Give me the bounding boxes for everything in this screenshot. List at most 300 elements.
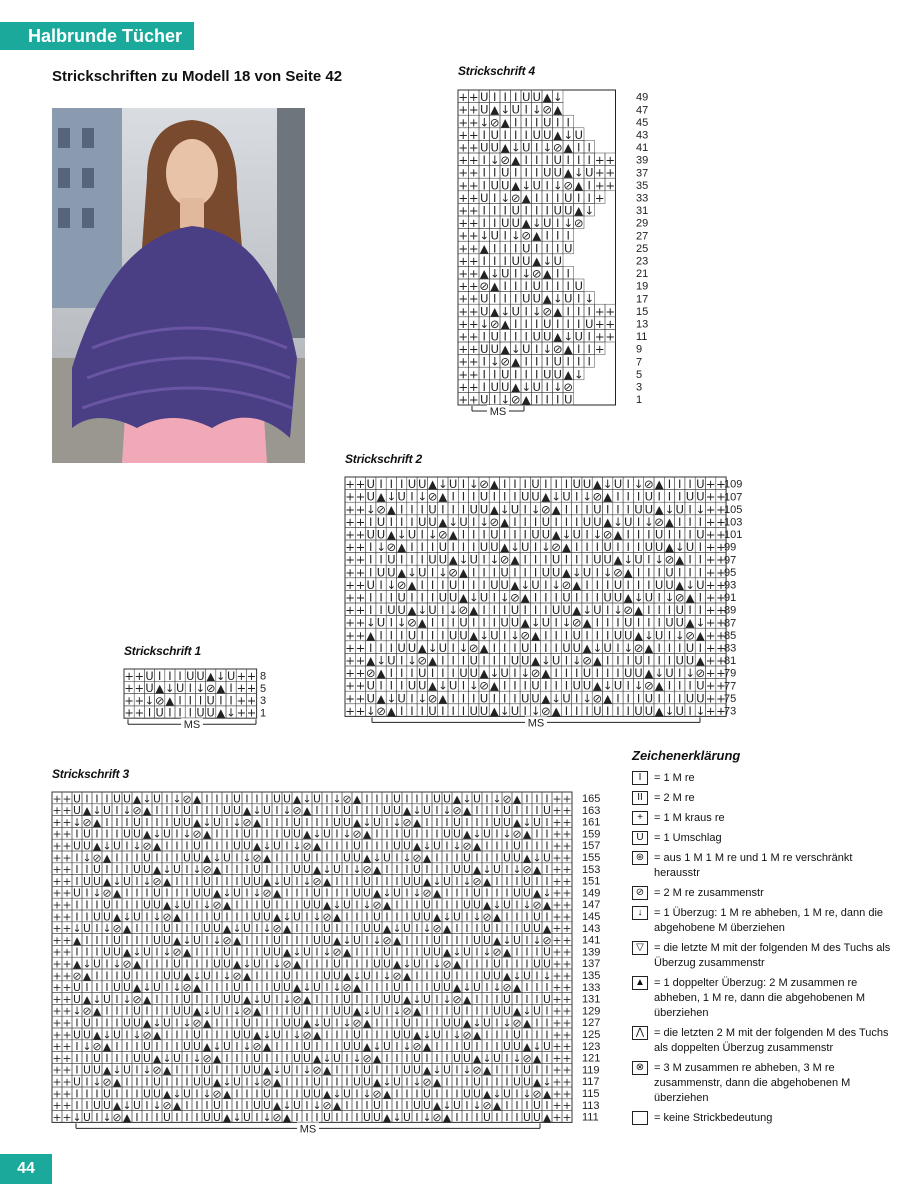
chart-symbol: + (62, 922, 72, 936)
chart-symbol: I (265, 1016, 269, 1030)
chart-symbol: I (155, 945, 159, 959)
chart-symbol: I (147, 706, 152, 720)
chart-symbol: I (165, 981, 169, 995)
chart-symbol: ⊘ (532, 1087, 542, 1101)
chart-symbol: ↓ (372, 1040, 382, 1054)
chart-symbol: + (552, 1087, 562, 1101)
chart-symbol: U (193, 851, 201, 865)
chart-symbol: ⊘ (362, 1051, 372, 1065)
chart-symbol: + (468, 291, 479, 306)
chart-symbol: U (343, 1004, 351, 1018)
chart-symbol: I (461, 527, 466, 542)
chart-symbol: I (315, 851, 319, 865)
chart-symbol: I (678, 691, 682, 706)
chart-symbol: I (535, 992, 539, 1006)
chart-symbol: ▲ (623, 590, 633, 605)
row-number: 35 (636, 179, 649, 192)
chart-symbol: U (483, 1016, 491, 1030)
chart-symbol: U (93, 1051, 101, 1065)
chart-symbol: U (511, 304, 520, 319)
chart-symbol: ▲ (502, 945, 512, 959)
chart-symbol: ▲ (262, 1063, 272, 1077)
chart-symbol: ↓ (272, 957, 282, 971)
row-number: 3 (636, 381, 643, 394)
chart-symbol: I (514, 165, 518, 180)
chart-symbol: ▲ (252, 839, 262, 853)
chart-symbol: U (493, 957, 501, 971)
chart-symbol: I (415, 969, 419, 983)
chart-symbol: I (345, 1075, 349, 1089)
chart-symbol: U (283, 792, 291, 806)
chart-symbol: I (188, 694, 192, 708)
chart-symbol: + (458, 379, 469, 394)
chart-symbol: I (425, 1004, 429, 1018)
chart-symbol: ↓ (602, 477, 613, 492)
chart-symbol: ⊘ (540, 502, 551, 517)
row-number: 75 (724, 692, 737, 705)
chart-symbol: I (395, 874, 399, 888)
chart-symbol: I (205, 981, 209, 995)
chart-symbol: I (514, 279, 518, 294)
chart-symbol: I (455, 922, 459, 936)
chart-symbol: I (165, 792, 169, 806)
chart-symbol: I (566, 266, 570, 281)
chart-symbol: I (524, 153, 528, 168)
chart-symbol: U (613, 477, 623, 492)
chart-symbol: I (195, 1063, 199, 1077)
chart-symbol: U (453, 1004, 461, 1018)
chart-symbol: U (624, 514, 633, 529)
chart-symbol: I (455, 874, 459, 888)
chart-symbol: I (441, 603, 445, 618)
chart-symbol: ⊘ (551, 540, 562, 555)
chart-symbol: ▲ (563, 367, 573, 382)
chart-symbol: U (418, 477, 427, 492)
chart-symbol: I (275, 969, 279, 983)
chart-title-4: Strickschrift 4 (458, 64, 536, 78)
chart-symbol: I (545, 190, 549, 205)
chart-symbol: I (465, 1004, 469, 1018)
chart-symbol: ▲ (572, 577, 582, 592)
chart-symbol: + (594, 165, 605, 180)
chart-symbol: I (399, 628, 404, 643)
chart-symbol: I (175, 1040, 179, 1054)
chart-symbol: U (203, 922, 211, 936)
chart-symbol: ▲ (695, 653, 705, 668)
chart-symbol: ↓ (442, 804, 452, 818)
chart-symbol: U (503, 1087, 511, 1101)
chart-symbol: I (415, 1016, 419, 1030)
chart-symbol: I (295, 851, 299, 865)
chart-symbol: U (183, 898, 191, 912)
chart-symbol: ↓ (542, 342, 553, 357)
chart-symbol: + (562, 1016, 572, 1030)
chart-symbol: I (420, 552, 424, 567)
row-number: 13 (636, 318, 649, 331)
chart-symbol: I (435, 851, 439, 865)
chart-symbol: I (513, 565, 517, 580)
chart-symbol: ↓ (132, 839, 142, 853)
chart-symbol: I (415, 898, 419, 912)
chart-symbol: U (133, 815, 141, 829)
chart-symbol: ↓ (452, 839, 462, 853)
chart-symbol: I (385, 792, 389, 806)
chart-symbol: ⊘ (532, 898, 542, 912)
chart-symbol: I (455, 969, 459, 983)
chart-symbol: I (472, 565, 476, 580)
chart-symbol: U (551, 603, 561, 618)
chart-symbol: U (303, 863, 311, 877)
chart-symbol: I (95, 898, 99, 912)
chart-symbol: ▲ (82, 992, 92, 1006)
chart-symbol: ▲ (553, 304, 563, 319)
chart-symbol: U (523, 922, 531, 936)
chart-symbol: ↓ (623, 640, 634, 655)
chart-symbol: U (511, 216, 520, 231)
chart-symbol: U (303, 945, 311, 959)
chart-symbol: I (105, 969, 109, 983)
chart-symbol: ⊘ (262, 1075, 272, 1089)
chart-symbol: I (355, 957, 359, 971)
chart-symbol: + (705, 678, 716, 693)
chart-symbol: I (430, 540, 435, 555)
chart-symbol: I (389, 678, 394, 693)
chart-symbol: ▲ (574, 203, 584, 218)
chart-symbol: ▲ (472, 863, 482, 877)
chart-symbol: U (283, 827, 291, 841)
chart-symbol: ▲ (82, 804, 92, 818)
chart-symbol: ↓ (479, 316, 490, 331)
chart-symbol: I (678, 527, 682, 542)
chart-symbol: I (275, 1051, 279, 1065)
chart-symbol: ⊘ (322, 1099, 332, 1113)
chart-symbol: ▲ (452, 792, 462, 806)
chart-symbol: U (393, 1028, 401, 1042)
chart-symbol: ▲ (542, 266, 552, 281)
chart-symbol: I (657, 615, 661, 630)
chart-symbol: I (155, 851, 159, 865)
chart-symbol: + (458, 392, 469, 407)
chart-symbol: U (654, 628, 664, 643)
chart-symbol: ↓ (613, 603, 623, 618)
chart-symbol: U (511, 253, 520, 268)
chart-symbol: U (654, 540, 664, 555)
chart-symbol: U (490, 577, 499, 592)
chart-symbol: U (123, 969, 131, 983)
chart-symbol: ↓ (222, 1075, 232, 1089)
chart-symbol: U (223, 804, 231, 818)
chart-symbol: I (556, 266, 560, 281)
chart-symbol: I (430, 577, 435, 592)
chart-symbol: I (492, 590, 497, 605)
chart-symbol: U (383, 1040, 391, 1054)
chart-symbol: I (410, 540, 414, 555)
chart-symbol: ▲ (582, 615, 592, 630)
chart-symbol: I (295, 898, 299, 912)
chart-symbol: ▲ (386, 703, 396, 718)
row-number: 99 (724, 541, 737, 554)
chart-symbol: I (265, 1004, 269, 1018)
chart-symbol: I (485, 886, 489, 900)
chart-symbol: ↓ (412, 1075, 422, 1089)
chart-symbol: ↓ (202, 815, 212, 829)
chart-symbol: U (83, 839, 91, 853)
chart-symbol: + (605, 304, 616, 319)
chart-symbol: I (205, 957, 209, 971)
chart-symbol: I (605, 502, 610, 517)
chart-symbol: I (115, 863, 119, 877)
chart-symbol: ▲ (512, 1004, 522, 1018)
chart-symbol: U (473, 792, 481, 806)
chart-symbol: ↓ (479, 628, 489, 643)
chart-symbol: ▲ (572, 603, 582, 618)
chart-symbol: ↓ (492, 898, 502, 912)
chart-symbol: + (562, 1087, 572, 1101)
chart-symbol: U (685, 489, 695, 504)
chart-symbol: ↓ (422, 839, 432, 853)
chart-symbol: + (458, 127, 469, 142)
chart-symbol: I (355, 898, 359, 912)
chart-symbol: U (473, 1087, 481, 1101)
chart-symbol: I (435, 815, 439, 829)
chart-symbol: + (716, 615, 726, 630)
chart-symbol: ↓ (520, 577, 531, 592)
chart-symbol: ▲ (282, 945, 292, 959)
chart-symbol: I (365, 957, 369, 971)
chart-symbol: I (275, 992, 279, 1006)
chart-symbol: + (716, 552, 726, 567)
chart-symbol: + (562, 945, 572, 959)
chart-symbol: ↓ (552, 379, 563, 394)
chart-symbol: U (541, 527, 551, 542)
chart-symbol: + (552, 851, 562, 865)
chart-symbol: U (510, 603, 520, 618)
chart-symbol: I (472, 489, 476, 504)
chart-symbol: U (438, 552, 448, 567)
chart-symbol: U (366, 691, 375, 706)
chart-symbol: I (245, 863, 249, 877)
chart-symbol: + (705, 552, 716, 567)
chart-symbol: I (115, 851, 119, 865)
chart-symbol: U (313, 886, 321, 900)
row-number: 97 (724, 554, 737, 567)
chart-symbol: U (490, 628, 499, 643)
chart-symbol: ↓ (182, 933, 192, 947)
chart-symbol: + (552, 886, 562, 900)
chart-symbol: + (716, 565, 726, 580)
chart-symbol: ▲ (366, 628, 376, 643)
chart-symbol: I (465, 1075, 469, 1089)
chart-symbol: U (523, 1075, 531, 1089)
chart-symbol: I (475, 957, 479, 971)
chart-symbol: U (459, 628, 468, 643)
chart-symbol: ↓ (392, 922, 402, 936)
chart-symbol: I (544, 590, 548, 605)
chart-symbol: I (95, 827, 99, 841)
chart-symbol: ↓ (365, 502, 376, 517)
chart-symbol: ⊘ (182, 981, 192, 995)
chart-symbol: U (696, 477, 705, 492)
chart-symbol: I (451, 653, 455, 668)
chart-symbol: I (503, 203, 507, 218)
chart-symbol: I (493, 253, 497, 268)
chart-symbol: ▲ (252, 1004, 262, 1018)
chart-symbol: ↓ (472, 910, 482, 924)
chart-symbol: I (155, 804, 159, 818)
chart-symbol: ▲ (302, 827, 312, 841)
chart-symbol: U (206, 706, 215, 720)
chart-symbol: I (225, 1099, 229, 1113)
chart-symbol: ▲ (489, 477, 499, 492)
chart-symbol: + (552, 1004, 562, 1018)
chart-symbol: ↓ (352, 1051, 362, 1065)
chart-symbol: I (399, 477, 404, 492)
chart-symbol: ↓ (162, 863, 172, 877)
chart-symbol: I (515, 992, 519, 1006)
chart-symbol: U (585, 165, 594, 180)
chart-symbol: I (225, 839, 229, 853)
chart-symbol: I (503, 329, 507, 344)
chart-symbol: ↓ (479, 115, 490, 130)
chart-symbol: ▲ (492, 910, 502, 924)
chart-symbol: U (531, 691, 540, 706)
chart-symbol: ⊘ (452, 804, 462, 818)
chart-symbol: I (585, 703, 589, 718)
chart-symbol: + (468, 253, 479, 268)
chart-symbol: I (514, 329, 518, 344)
chart-symbol: ↓ (182, 1016, 192, 1030)
chart-symbol: I (485, 839, 489, 853)
chart-symbol: ↓ (551, 691, 562, 706)
chart-symbol: I (225, 1028, 229, 1042)
chart-symbol: I (566, 279, 570, 294)
chart-symbol: I (535, 839, 539, 853)
chart-symbol: U (413, 910, 421, 924)
chart-symbol: I (175, 874, 179, 888)
chart-symbol: ↓ (362, 815, 372, 829)
chart-symbol: + (562, 815, 572, 829)
chart-symbol: I (215, 792, 219, 806)
chart-symbol: I (385, 863, 389, 877)
chart-symbol: ↓ (582, 603, 592, 618)
chart-symbol: I (482, 603, 486, 618)
chart-symbol: I (564, 514, 569, 529)
chart-symbol: U (93, 874, 101, 888)
chart-symbol: ↓ (510, 342, 521, 357)
chart-symbol: U (233, 992, 241, 1006)
chart-symbol: I (451, 640, 455, 655)
row-number: 81 (724, 655, 737, 668)
chart-symbol: U (479, 540, 489, 555)
chart-symbol: I (399, 552, 404, 567)
chart-symbol: I (385, 1063, 389, 1077)
chart-symbol: ▲ (382, 922, 392, 936)
chart-symbol: ▲ (532, 1075, 542, 1089)
chart-symbol: ↓ (192, 863, 202, 877)
chart-symbol: U (383, 945, 391, 959)
chart-symbol: + (52, 922, 62, 936)
chart-symbol: + (62, 1040, 72, 1054)
chart-symbol: U (696, 691, 705, 706)
chart-symbol: ↓ (102, 922, 112, 936)
chart-symbol: ↓ (252, 992, 262, 1006)
chart-symbol: U (463, 1040, 471, 1054)
chart-symbol: U (511, 203, 520, 218)
chart-symbol: U (603, 552, 612, 567)
chart-symbol: U (685, 691, 695, 706)
chart-symbol: I (482, 354, 486, 369)
chart-symbol: I (535, 874, 539, 888)
chart-symbol: + (52, 969, 62, 983)
chart-symbol: I (575, 514, 579, 529)
chart-symbol: I (185, 1099, 189, 1113)
chart-symbol: U (83, 1063, 91, 1077)
chart-symbol: I (525, 945, 529, 959)
chart-symbol: ▲ (520, 590, 530, 605)
chart-symbol: I (335, 1016, 339, 1030)
chart-symbol: ▲ (322, 874, 332, 888)
chart-symbol: I (505, 863, 509, 877)
chart-symbol: + (52, 1004, 62, 1018)
chart-symbol: I (485, 851, 489, 865)
chart-symbol: U (203, 874, 211, 888)
chart-symbol: U (133, 1099, 141, 1113)
chart-symbol: U (103, 945, 111, 959)
chart-symbol: I (475, 804, 479, 818)
chart-symbol: U (418, 666, 427, 681)
chart-symbol: I (554, 514, 558, 529)
chart-symbol: I (605, 666, 610, 681)
chart-symbol: ▲ (352, 981, 362, 995)
chart-symbol: I (482, 178, 486, 193)
row-number: 47 (636, 104, 649, 117)
chart-symbol: + (605, 316, 616, 331)
chart-symbol: ↓ (551, 577, 562, 592)
chart-symbol: ↓ (448, 603, 459, 618)
section-title: Halbrunde Tücher (28, 26, 183, 46)
chart-symbol: I (115, 1004, 119, 1018)
chart-symbol: U (493, 969, 501, 983)
chart-symbol: + (236, 694, 247, 708)
chart-symbol: ↓ (322, 1051, 332, 1065)
chart-symbol: I (395, 851, 399, 865)
chart-symbol: U (521, 653, 530, 668)
chart-symbol: U (133, 1004, 141, 1018)
chart-symbol: I (295, 1063, 299, 1077)
chart-symbol: ▲ (490, 102, 500, 117)
chart-symbol: + (468, 354, 479, 369)
chart-symbol: I (420, 527, 424, 542)
chart-symbol: I (445, 863, 449, 877)
chart-symbol: I (325, 792, 329, 806)
chart-symbol: U (273, 933, 281, 947)
chart-symbol: U (183, 815, 191, 829)
chart-symbol: + (52, 815, 62, 829)
chart-symbol: I (445, 886, 449, 900)
chart-symbol: I (445, 933, 449, 947)
chart-symbol: U (543, 316, 552, 331)
chart-symbol: U (193, 1028, 201, 1042)
chart-symbol: U (143, 851, 151, 865)
chart-symbol: I (564, 628, 569, 643)
chart-symbol: U (366, 527, 375, 542)
chart-symbol: ▲ (522, 827, 532, 841)
chart-symbol: U (143, 1087, 151, 1101)
chart-symbol: I (472, 691, 476, 706)
chart-symbol: ↓ (500, 102, 511, 117)
chart-symbol: ↓ (417, 489, 428, 504)
chart-symbol: I (255, 792, 259, 806)
